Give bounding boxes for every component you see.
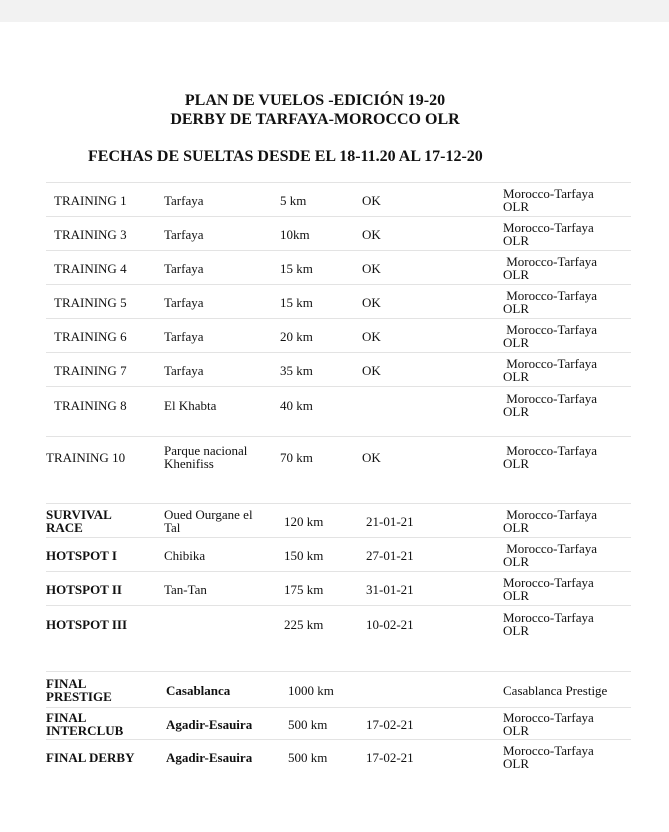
organizer: Morocco-Tarfaya OLR [503, 610, 594, 638]
release-place: Tan-Tan [164, 582, 207, 597]
distance: 70 km [280, 450, 313, 465]
race-name: TRAINING 6 [54, 329, 127, 344]
status-date: OK [362, 329, 381, 344]
organizer: Morocco-Tarfaya OLR [503, 288, 598, 316]
status-date: 17-02-21 [366, 717, 414, 732]
release-place: Parque nacional Khenifiss [164, 443, 248, 471]
organizer: Morocco-Tarfaya OLR [503, 710, 594, 738]
status-date: OK [362, 363, 381, 378]
race-name: TRAINING 4 [54, 261, 127, 276]
race-name: HOTSPOT I [46, 548, 117, 563]
distance: 175 km [284, 582, 324, 597]
release-place: Tarfaya [164, 295, 204, 310]
status-date: 27-01-21 [366, 548, 414, 563]
organizer: Morocco-Tarfaya OLR [503, 541, 598, 569]
race-name: SURVIVAL RACE [46, 507, 112, 535]
status-date: OK [362, 193, 381, 208]
organizer: Morocco-Tarfaya OLR [503, 220, 594, 248]
status-date: 17-02-21 [366, 750, 414, 765]
organizer: Morocco-Tarfaya OLR [503, 443, 598, 471]
status-date: OK [362, 295, 381, 310]
race-name: TRAINING 1 [54, 193, 127, 208]
release-place: Agadir-Esauira [166, 717, 253, 732]
status-date: OK [362, 450, 381, 465]
table-row [46, 537, 631, 572]
table-row [46, 503, 631, 538]
release-place: Agadir-Esauira [166, 750, 253, 765]
race-name: FINAL INTERCLUB [46, 710, 124, 738]
distance: 225 km [284, 617, 324, 632]
organizer: Morocco-Tarfaya OLR [503, 575, 594, 603]
race-name: TRAINING 10 [46, 450, 126, 465]
distance: 150 km [284, 548, 324, 563]
organizer: Morocco-Tarfaya OLR [503, 322, 598, 350]
distance: 500 km [288, 717, 328, 732]
title-line-2: DERBY DE TARFAYA-MOROCCO OLR [170, 111, 460, 128]
release-place: Chibika [164, 548, 206, 563]
distance: 35 km [280, 363, 313, 378]
distance: 120 km [284, 514, 324, 529]
distance: 15 km [280, 295, 313, 310]
table-row [46, 671, 631, 708]
table-row [46, 386, 631, 423]
release-place: Tarfaya [164, 227, 204, 242]
table-row [46, 571, 631, 606]
table-row [46, 318, 631, 353]
organizer: Morocco-Tarfaya OLR [503, 356, 598, 384]
table-row [46, 605, 631, 642]
race-name: TRAINING 8 [54, 398, 127, 413]
table-row [46, 182, 631, 217]
table-row [46, 250, 631, 285]
organizer: Morocco-Tarfaya OLR [503, 743, 594, 771]
distance: 500 km [288, 750, 328, 765]
table-row [46, 739, 631, 774]
organizer: Morocco-Tarfaya OLR [503, 254, 598, 282]
organizer: Morocco-Tarfaya OLR [503, 186, 594, 214]
distance: 5 km [280, 193, 307, 208]
organizer: Casablanca Prestige [503, 683, 608, 698]
table-row [46, 352, 631, 387]
title-line-1: PLAN DE VUELOS -EDICIÓN 19-20 [184, 92, 446, 109]
status-date: 31-01-21 [366, 582, 414, 597]
table-row [46, 436, 631, 477]
table-row [46, 707, 631, 740]
release-place: Tarfaya [164, 193, 204, 208]
release-place: Oued Ourgane el Tal [164, 507, 253, 535]
race-name: HOTSPOT III [46, 617, 128, 632]
distance: 20 km [280, 329, 313, 344]
release-place: Tarfaya [164, 363, 204, 378]
release-place: El Khabta [164, 398, 217, 413]
race-name: FINAL DERBY [46, 750, 135, 765]
subtitle: FECHAS DE SUELTAS DESDE EL 18-11.20 AL 17-12-20 [88, 148, 483, 165]
race-name: TRAINING 7 [54, 363, 127, 378]
distance: 10km [280, 227, 310, 242]
status-date: 10-02-21 [366, 617, 414, 632]
release-place: Casablanca [166, 683, 231, 698]
race-name: TRAINING 3 [54, 227, 127, 242]
release-place: Tarfaya [164, 261, 204, 276]
table-row [46, 284, 631, 319]
distance: 1000 km [288, 683, 334, 698]
organizer: Morocco-Tarfaya OLR [503, 391, 598, 419]
top-bar [0, 0, 669, 22]
distance: 15 km [280, 261, 313, 276]
race-name: FINAL PRESTIGE [46, 676, 112, 704]
release-place: Tarfaya [164, 329, 204, 344]
race-name: TRAINING 5 [54, 295, 127, 310]
table-row [46, 216, 631, 251]
status-date: OK [362, 227, 381, 242]
status-date: OK [362, 261, 381, 276]
race-name: HOTSPOT II [46, 582, 122, 597]
organizer: Morocco-Tarfaya OLR [503, 507, 598, 535]
distance: 40 km [280, 398, 313, 413]
status-date: 21-01-21 [366, 514, 414, 529]
